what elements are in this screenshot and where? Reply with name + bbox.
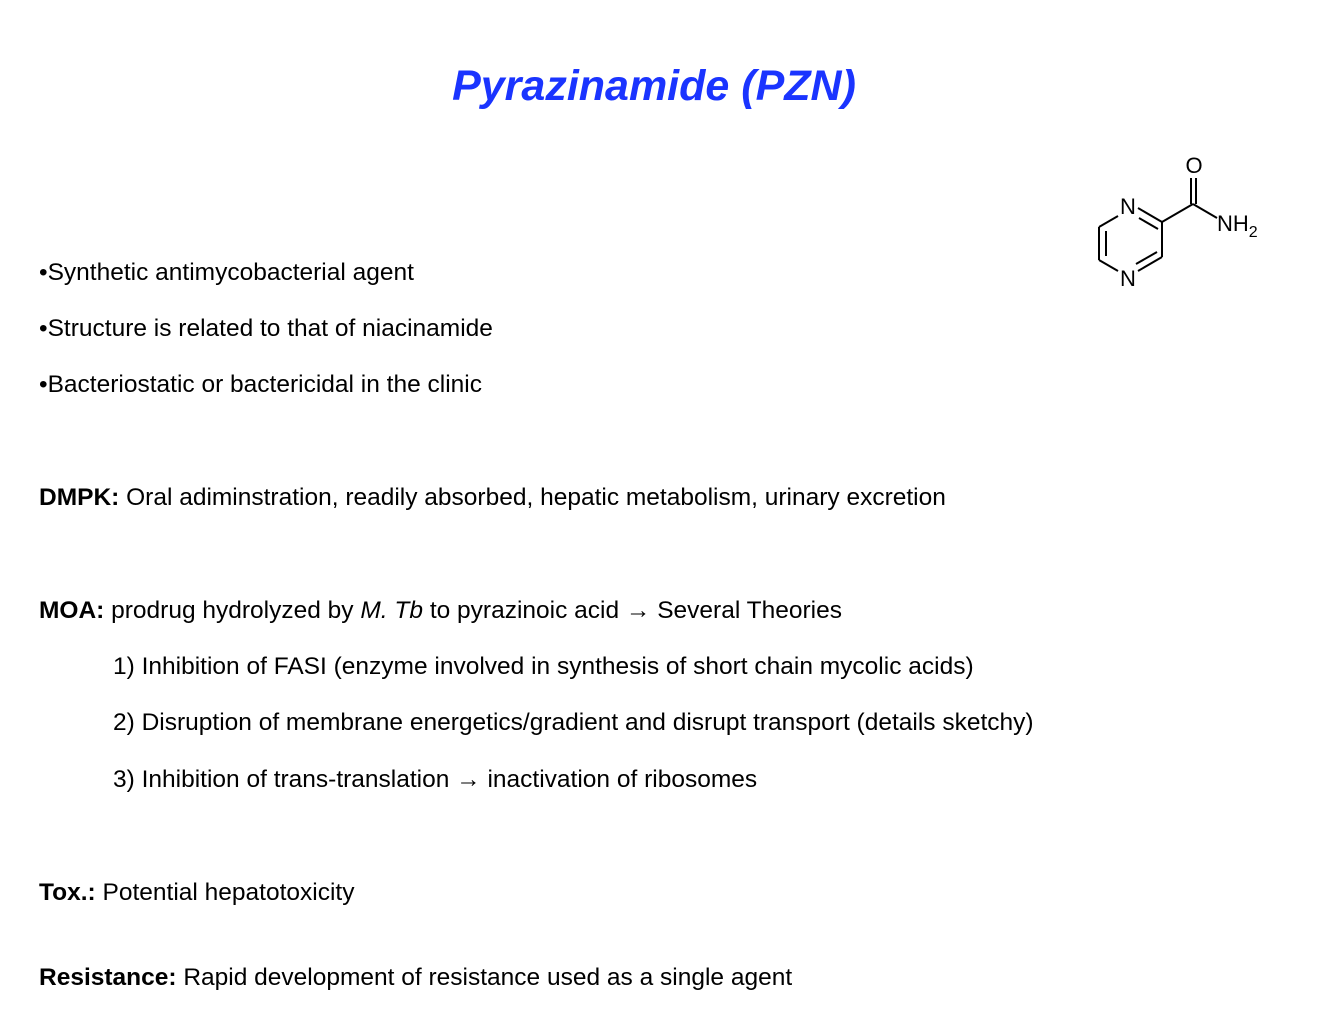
moa-text-before: prodrug hydrolyzed by [111,597,354,624]
resistance-text: Rapid development of resistance used as a single agent [183,964,793,991]
moa-theory-item: 3) Inhibition of trans-translation → inactivation of ribosomes [113,766,758,793]
dmpk-line [39,483,946,513]
tox-label: Tox.: [39,879,96,906]
moa-label: MOA: [39,597,105,624]
moa-theory-item: 1) Inhibition of FASI (enzyme involved in synthesis of short chain mycolic acids) [113,653,974,680]
moa-organism: M. Tb [360,597,423,624]
moa-theory-item: 2) Disruption of membrane energetics/gradient and disrupt transport (details sketchy) [113,709,1034,736]
moa-text-after: to pyrazinoic acid → Several Theories [429,597,842,624]
tox-text: Potential hepatotoxicity [102,879,355,906]
nitrogen-bottom-label: N [1120,266,1136,291]
dmpk-label: DMPK: [39,484,120,511]
bullet-item: •Synthetic antimycobacterial agent [39,259,414,286]
page-title: Pyrazinamide (PZN) [452,62,856,110]
resistance-line [39,963,792,993]
bullet-item: •Structure is related to that of niacinamide [39,315,493,342]
dmpk-text: Oral adiminstration, readily absorbed, hepatic metabolism, urinary excretion [126,484,946,511]
pyrazinamide-structure-diagram [1080,146,1280,296]
tox-line [39,878,355,908]
resistance-label: Resistance: [39,964,177,991]
bullet-item: •Bacteriostatic or bactericidal in the clinic [39,371,482,398]
nitrogen-top-label: N [1120,194,1136,219]
oxygen-label: O [1185,153,1203,178]
moa-line [39,596,842,626]
amine-label: $NH_2$ [1217,211,1258,241]
